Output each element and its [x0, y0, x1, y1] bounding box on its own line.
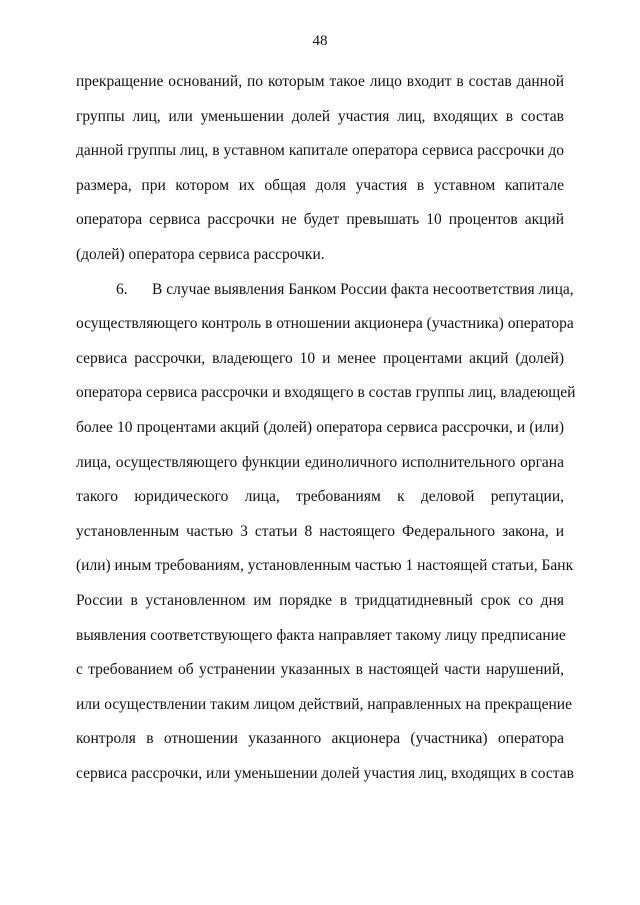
paragraph-number: 6. — [116, 280, 128, 298]
text-line: такого юридического лица, требованиям к деловой репутации, — [76, 488, 564, 506]
text-line: России в установленном им порядке в тридцатидневный срок со дня — [76, 591, 564, 609]
text-line: данной группы лиц, в уставном капитале оператора сервиса рассрочки до — [76, 142, 564, 160]
text-line: или осуществлении таким лицом действий, направленных на прекращение — [76, 695, 572, 713]
text-line: (или) иным требованиям, установленным частью 1 настоящей статьи, Банк — [76, 557, 574, 575]
document-body — [76, 65, 576, 791]
text-line: выявления соответствующего факта направляет такому лицу предписание — [76, 626, 566, 644]
text-line: оператора сервиса рассрочки не будет превышать 10 процентов акций — [76, 211, 564, 229]
text-line: В случае выявления Банком России факта несоответствия лица, — [152, 280, 574, 298]
text-line: лица, осуществляющего функции единоличного исполнительного органа — [76, 453, 564, 471]
text-line: размера, при котором их общая доля участия в уставном капитале — [76, 176, 564, 194]
text-line: сервиса рассрочки, или уменьшении долей участия лиц, входящих в состав — [76, 764, 574, 782]
text-line: контроля в отношении указанного акционера (участника) оператора — [76, 730, 564, 748]
text-line: осуществляющего контроль в отношении акционера (участника) оператора — [76, 315, 574, 333]
text-line: с требованием об устранении указанных в настоящей части нарушений, — [76, 661, 564, 679]
text-line: установленным частью 3 статьи 8 настоящего Федерального закона, и — [76, 522, 564, 540]
text-line: сервиса рассрочки, владеющего 10 и менее процентами акций (долей) — [76, 349, 564, 367]
page-number: 48 — [312, 33, 328, 49]
text-line: (долей) оператора сервиса рассрочки. — [76, 245, 325, 263]
text-line: оператора сервиса рассрочки и входящего в состав группы лиц, владеющей — [76, 384, 576, 402]
paragraph-6-first-line — [76, 273, 574, 308]
text-line: более 10 процентами акций (долей) оператора сервиса рассрочки, и (или) — [76, 418, 564, 436]
text-line: прекращение оснований, по которым такое лицо входит в состав данной — [76, 73, 564, 90]
text-line: группы лиц, или уменьшении долей участия лиц, входящих в состав — [76, 107, 564, 125]
